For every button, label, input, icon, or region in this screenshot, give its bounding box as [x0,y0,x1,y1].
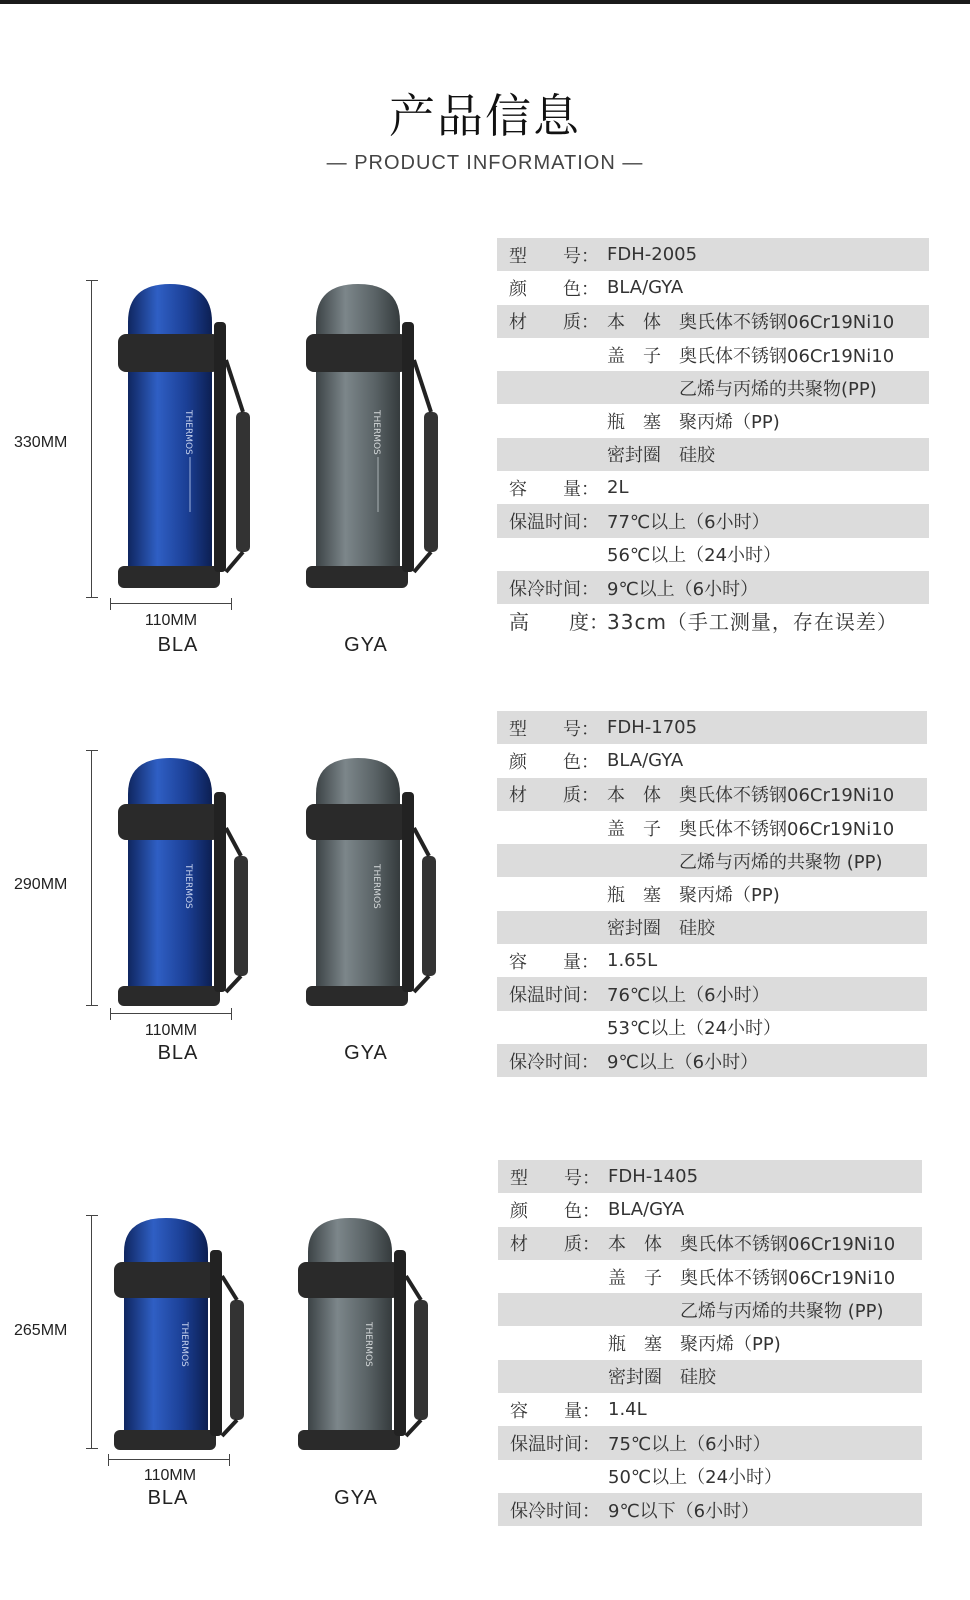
spec-row [497,438,929,471]
spec-sublabel: 盖 子 [607,345,661,367]
spec-value: 53℃以上（24小时） [607,1018,782,1040]
width-dimension-line [110,598,232,610]
spec-value: 奥氏体不锈钢06Cr19Ni10 [680,1267,896,1289]
spec-value: FDH-1705 [607,717,698,739]
spec-value: 硅胶 [679,445,715,467]
spec-value: 聚丙烯（PP) [680,1334,781,1356]
spec-row [498,1426,922,1459]
spec-row [498,1393,922,1426]
spec-row [497,538,929,571]
spec-value: 75℃以上（6小时） [608,1434,771,1456]
spec-row [497,944,927,977]
spec-row [498,1193,922,1226]
color-label-bla: BLA [157,1042,199,1064]
width-dimension-line [108,1454,230,1466]
spec-label: 颜 色： [510,1200,600,1222]
spec-label: 型 号： [509,245,599,267]
spec-value: 奥氏体不锈钢06Cr19Ni10 [679,345,895,367]
spec-row [497,811,927,844]
spec-value: 奥氏体不锈钢06Cr19Ni10 [679,785,895,807]
spec-value: BLA/GYA [608,1199,685,1221]
spec-row [497,504,929,537]
spec-row [497,1011,927,1044]
spec-value: 9℃以上（6小时） [607,578,759,600]
color-label-gya: GYA [344,1042,388,1064]
spec-value: 56℃以上（24小时） [607,545,782,567]
height-dimension-line [86,750,98,1006]
spec-label: 颜 色： [509,278,599,300]
height-label: 290MM [14,876,68,893]
width-label: 110MM [144,612,198,629]
spec-label: 保温时间： [510,1434,600,1456]
spec-value: 1.4L [608,1399,647,1421]
height-dimension-line [86,1215,98,1449]
svg-text:THERMOS: THERMOS [183,864,193,909]
spec-label: 材 质： [509,312,599,334]
spec-row [498,1260,922,1293]
spec-value: 奥氏体不锈钢06Cr19Ni10 [680,1234,896,1256]
spec-row [497,305,929,338]
spec-label: 保冷时间： [510,1500,600,1522]
spec-value: 77℃以上（6小时） [607,512,770,534]
height-label: 330MM [14,434,68,451]
spec-label: 保冷时间： [509,1051,599,1073]
spec-value: FDH-2005 [607,244,698,266]
spec-sublabel: 盖 子 [607,818,661,840]
spec-label: 型 号： [510,1167,600,1189]
spec-row [497,404,929,437]
spec-row [497,371,929,404]
spec-sublabel: 密封圈 [607,918,661,940]
blue-bottle-image [104,1216,254,1452]
spec-value: 乙烯与丙烯的共聚物 (PP) [679,851,883,873]
spec-sublabel: 密封圈 [608,1367,662,1389]
spec-label: 保温时间： [509,985,599,1007]
svg-text:THERMOS: THERMOS [363,1322,373,1367]
spec-table [497,238,929,638]
svg-text:THERMOS: THERMOS [179,1322,189,1367]
width-label: 110MM [144,1022,198,1039]
spec-table [498,1160,922,1526]
spec-row [497,977,927,1010]
spec-label: 保冷时间： [509,578,599,600]
spec-label: 型 号： [509,718,599,740]
spec-value: 50℃以上（24小时） [608,1467,783,1489]
spec-value: 76℃以上（6小时） [607,985,770,1007]
height-label: 265MM [14,1322,68,1339]
height-dimension-line [86,280,98,598]
spec-row [497,911,927,944]
spec-label: 容 量： [510,1400,600,1422]
gray-bottle-image [288,1216,438,1452]
spec-value: BLA/GYA [607,750,684,772]
spec-row [497,271,929,304]
spec-sublabel: 密封圈 [607,445,661,467]
blue-bottle-image [108,756,258,1008]
spec-sublabel: 瓶 塞 [607,885,661,907]
blue-bottle-image [108,282,258,592]
spec-sublabel: 瓶 塞 [608,1334,662,1356]
gray-bottle-image [296,282,446,592]
spec-row [497,877,927,910]
page-title: 产品信息 [389,89,581,143]
spec-row [497,844,927,877]
spec-row [498,1360,922,1393]
spec-label: 高 度： [509,610,609,635]
gray-bottle-image [296,756,446,1008]
spec-value: 1.65L [607,950,658,972]
spec-row [497,1044,927,1077]
color-label-gya: GYA [334,1487,378,1509]
spec-row [497,778,927,811]
spec-value: 9℃以下（6小时） [608,1500,760,1522]
spec-sublabel: 盖 子 [608,1267,662,1289]
spec-row [498,1160,922,1193]
spec-row [498,1460,922,1493]
spec-value: 9℃以上（6小时） [607,1051,759,1073]
top-border [0,0,970,4]
spec-label: 颜 色： [509,751,599,773]
spec-value: 乙烯与丙烯的共聚物 (PP) [680,1300,884,1322]
spec-value: 聚丙烯（PP) [679,885,780,907]
svg-text:THERMOS: THERMOS [371,864,381,909]
spec-value: BLA/GYA [607,277,684,299]
spec-row [497,338,929,371]
spec-row [497,238,929,271]
spec-row [497,571,929,604]
spec-row [498,1493,922,1526]
page-subtitle: — PRODUCT INFORMATION — [326,152,644,174]
spec-value: 硅胶 [679,918,715,940]
color-label-bla: BLA [147,1487,189,1509]
svg-text:THERMOS: THERMOS [371,410,381,455]
spec-row [497,744,927,777]
width-label: 110MM [143,1467,197,1484]
svg-text:THERMOS: THERMOS [183,410,193,455]
spec-label: 容 量： [509,478,599,500]
spec-label: 材 质： [510,1234,600,1256]
spec-value: 聚丙烯（PP) [679,412,780,434]
spec-label: 容 量： [509,951,599,973]
color-label-gya: GYA [344,634,388,656]
spec-sublabel: 瓶 塞 [607,412,661,434]
spec-row [497,711,927,744]
spec-value: 硅胶 [680,1367,716,1389]
spec-value: 奥氏体不锈钢06Cr19Ni10 [679,818,895,840]
spec-row [497,471,929,504]
spec-label: 保温时间： [509,512,599,534]
spec-row [498,1293,922,1326]
color-label-bla: BLA [157,634,199,656]
spec-row [498,1227,922,1260]
spec-value: FDH-1405 [608,1166,699,1188]
spec-sublabel: 本 体 [608,1234,662,1256]
spec-sublabel: 本 体 [607,312,661,334]
spec-value: 33cm（手工测量，存在误差） [607,610,898,635]
spec-value: 乙烯与丙烯的共聚物(PP) [679,378,877,400]
spec-table [497,711,927,1077]
width-dimension-line [110,1008,232,1020]
spec-label: 材 质： [509,785,599,807]
spec-value: 2L [607,477,629,499]
spec-sublabel: 本 体 [607,785,661,807]
spec-row [498,1326,922,1359]
spec-row [497,604,929,637]
spec-value: 奥氏体不锈钢06Cr19Ni10 [679,312,895,334]
